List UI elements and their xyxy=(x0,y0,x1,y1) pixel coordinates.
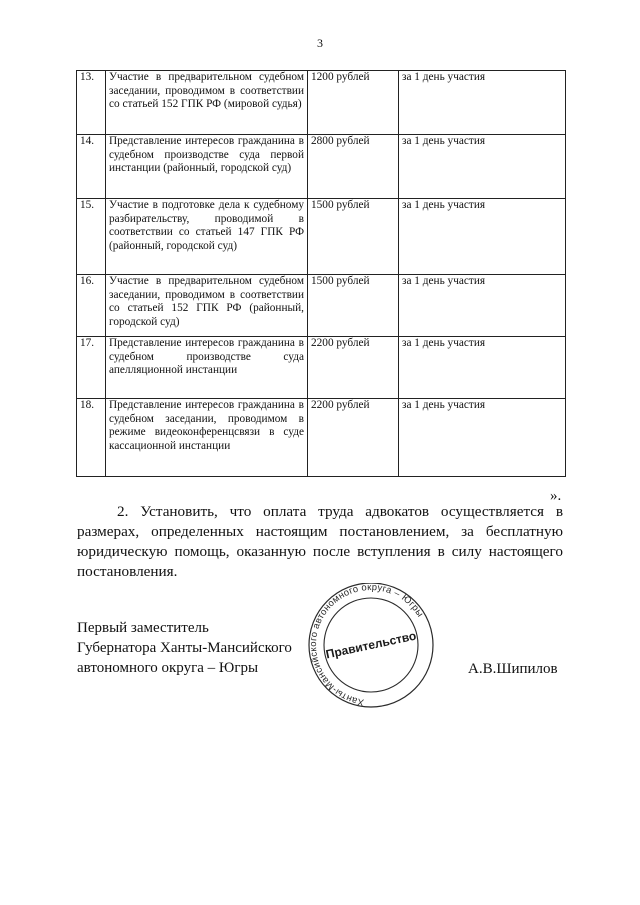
fee-amount: 1500 рублей xyxy=(308,199,399,275)
row-number: 18. xyxy=(77,399,106,477)
billing-period: за 1 день участия xyxy=(399,337,566,399)
billing-period: за 1 день участия xyxy=(399,199,566,275)
fee-table xyxy=(76,70,566,477)
billing-period: за 1 день участия xyxy=(399,275,566,337)
seal-center-text: Правительство xyxy=(324,628,418,662)
billing-period: за 1 день участия xyxy=(399,71,566,135)
service-description: Представление интересов гражданина в судебном производстве суда первой инстанции (районный, городской суд) xyxy=(106,135,308,199)
service-description: Участие в предварительном судебном заседании, проводимом в соответствии со статьей 152 ГПК РФ (мировой судья) xyxy=(106,71,308,135)
table-row xyxy=(77,275,566,337)
row-number: 14. xyxy=(77,135,106,199)
fee-amount: 1200 рублей xyxy=(308,71,399,135)
position-line: автономного округа – Югры xyxy=(77,660,259,676)
row-number: 16. xyxy=(77,275,106,337)
table-row xyxy=(77,337,566,399)
clause-2-paragraph: 2. Установить, что оплата труда адвокатов осуществляется в размерах, определенных настоящим постановлением, за бесплатную юридическую помощь, оказанную после вступления в силу настоящего постановления. xyxy=(77,503,563,580)
closing-quote: ». xyxy=(550,488,562,504)
row-number: 17. xyxy=(77,337,106,399)
row-number: 13. xyxy=(77,71,106,135)
table-row xyxy=(77,135,566,199)
billing-period: за 1 день участия xyxy=(399,399,566,477)
row-number: 15. xyxy=(77,199,106,275)
government-seal xyxy=(296,583,446,718)
fee-amount: 1500 рублей xyxy=(308,275,399,337)
service-description: Участие в подготовке дела к судебному разбирательству, проводимой в соответствии со статьей 147 ГПК РФ (районный, городской суд) xyxy=(106,199,308,275)
page-number: 3 xyxy=(317,36,323,50)
table-row xyxy=(77,399,566,477)
service-description: Представление интересов гражданина в судебном заседании, проводимом в режиме видеоконференцсвязи в суде кассационной инстанции xyxy=(106,399,308,477)
seal-ring-text: Ханты-Мансийского автономного округа – Югры xyxy=(306,583,427,709)
service-description: Представление интересов гражданина в судебном производстве суда апелляционной инстанции xyxy=(106,337,308,399)
fee-amount: 2200 рублей xyxy=(308,399,399,477)
position-line: Губернатора Ханты-Мансийского xyxy=(77,640,292,656)
billing-period: за 1 день участия xyxy=(399,135,566,199)
fee-amount: 2800 рублей xyxy=(308,135,399,199)
table-row xyxy=(77,199,566,275)
fee-amount: 2200 рублей xyxy=(308,337,399,399)
position-line: Первый заместитель xyxy=(77,620,209,636)
signer-name: А.В.Шипилов xyxy=(468,661,558,677)
table-row xyxy=(77,71,566,135)
signatory-position xyxy=(77,618,292,678)
service-description: Участие в предварительном судебном заседании, проводимом в соответствии со статьей 152 ГПК РФ (районный, городской суд) xyxy=(106,275,308,337)
